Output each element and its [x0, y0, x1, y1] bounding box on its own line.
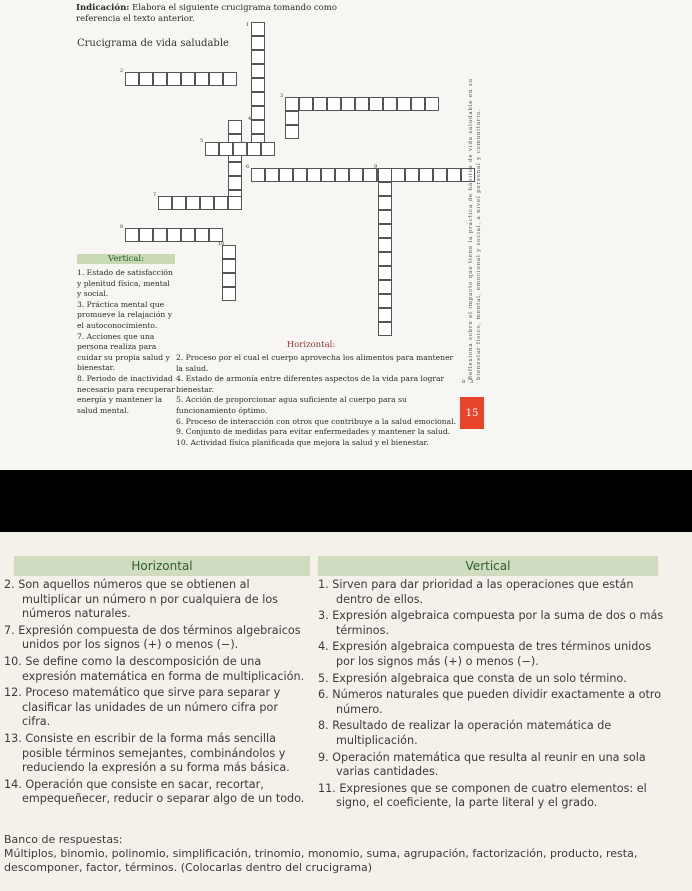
crossword-cell[interactable] — [251, 120, 265, 134]
crossword-cell[interactable] — [153, 228, 167, 242]
horizontal-heading-box — [176, 340, 446, 352]
crossword-clue-number: 3 — [280, 93, 284, 99]
bottom-horizontal-clue: 12. Proceso matemático que sirve para separar y clasificar las unidades de un número cifra por cifra. — [4, 686, 281, 729]
vertical-clues — [77, 268, 175, 416]
bottom-vertical-clues — [318, 578, 668, 813]
crossword-cell[interactable] — [363, 168, 377, 182]
horizontal-clue: 5. Acción de proporcionar agua suficiente al cuerpo para su funcionamiento óptimo. — [176, 395, 407, 415]
crossword-cell[interactable] — [158, 196, 172, 210]
crossword-clue-number: 7 — [153, 192, 157, 198]
crossword-cell[interactable] — [419, 168, 433, 182]
bottom-horizontal-clue: 14. Operación que consiste en sacar, recortar, empequeñecer, reducir o separar algo de un todo. — [4, 777, 305, 806]
crossword-cell[interactable] — [425, 97, 439, 111]
bottom-vertical-clue: 11. Expresiones que se componen de cuatro elementos: el signo, el coeficiente, la parte literal y el grado. — [318, 781, 647, 810]
crossword-cell[interactable] — [223, 72, 237, 86]
crossword-cell[interactable] — [251, 106, 265, 120]
bottom-horizontal-clue: 2. Son aquellos números que se obtienen al multiplicar un número n por cualquiera de los números naturales. — [4, 578, 278, 621]
crossword-clue-number: 5 — [200, 138, 204, 144]
crossword-cell[interactable] — [307, 168, 321, 182]
crossword-cell[interactable] — [181, 228, 195, 242]
bottom-horizontal-clue: 7. Expresión compuesta de dos términos algebraicos unidos por los signos (+) o menos (−). — [4, 623, 301, 652]
crossword-cell[interactable] — [261, 142, 275, 156]
answer-bank-label: Banco de respuestas: — [4, 833, 123, 846]
crossword-cell[interactable] — [214, 196, 228, 210]
horizontal-clue: 10. Actividad física planificada que mejora la salud y el bienestar. — [176, 437, 429, 447]
crossword-cell[interactable] — [378, 210, 392, 224]
bottom-vertical-heading: Vertical — [318, 556, 658, 576]
crossword-cell[interactable] — [222, 245, 236, 259]
horizontal-clue: 2. Proceso por el cual el cuerpo aprovecha los alimentos para mantener la salud. — [176, 353, 454, 373]
answer-bank-text: Múltiplos, binomio, polinomio, simplificación, trinomio, monomio, suma, agrupación, factorización, producto, resta, descomponer, factor, términos. (Colocarlas dentro del crucigrama) — [4, 847, 638, 874]
bottom-vertical-clue: 4. Expresión algebraica compuesta de tres términos unidos por los signos más (+) o menos (−). — [318, 640, 652, 668]
crossword-cell[interactable] — [411, 97, 425, 111]
crossword-cell[interactable] — [251, 92, 265, 106]
crossword-cell[interactable] — [153, 72, 167, 86]
crossword-cell[interactable] — [251, 64, 265, 78]
bottom-vertical-clue: 3. Expresión algebraica compuesta por la suma de dos o más términos. — [318, 609, 664, 637]
instruction: Indicación: Elabora el siguiente crucigrama tomando como referencia el texto anterior. — [76, 3, 337, 24]
crossword-cell[interactable] — [285, 97, 299, 111]
crossword-cell[interactable] — [378, 322, 392, 336]
bottom-horizontal-clue: 10. Se define como la descomposición de una expresión matemática en forma de multiplicación. — [4, 654, 305, 683]
crossword-cell[interactable] — [341, 97, 355, 111]
black-band — [0, 470, 692, 532]
crossword-cell[interactable] — [251, 50, 265, 64]
crossword-title: Crucigrama de vida saludable — [77, 38, 229, 49]
crossword-cell[interactable] — [321, 168, 335, 182]
vertical-clue: 7. Acciones que una persona realiza para cuidar su propia salud y bienestar. — [77, 331, 170, 373]
crossword-cell[interactable] — [222, 287, 236, 301]
lesson-label: 8 · 3 — [462, 379, 474, 385]
crossword-cell[interactable] — [195, 228, 209, 242]
crossword-cell[interactable] — [200, 196, 214, 210]
crossword-grid — [0, 0, 460, 340]
crossword-cell[interactable] — [405, 168, 419, 182]
crossword-cell[interactable] — [285, 111, 299, 125]
crossword-cell[interactable] — [335, 168, 349, 182]
vertical-heading-box — [77, 254, 175, 266]
crossword-cell[interactable] — [222, 259, 236, 273]
crossword-cell[interactable] — [433, 168, 447, 182]
page-number: 15 — [460, 397, 484, 429]
crossword-cell[interactable] — [355, 97, 369, 111]
vertical-clue: 1. Estado de satisfacción y plenitud física, mental y social. — [77, 268, 173, 299]
crossword-cell[interactable] — [172, 196, 186, 210]
crossword-cell[interactable] — [251, 168, 265, 182]
crossword-clue-number: 6 — [246, 164, 250, 170]
crossword-cell[interactable] — [313, 97, 327, 111]
crossword-cell[interactable] — [233, 142, 247, 156]
horizontal-clue: 4. Estado de armonía entre diferentes aspectos de la vida para lograr bienestar. — [176, 374, 445, 394]
crossword-cell[interactable] — [222, 273, 236, 287]
crossword-clue-number: 8 — [120, 224, 124, 230]
crossword-cell[interactable] — [378, 224, 392, 238]
crossword-cell[interactable] — [228, 196, 242, 210]
crossword-cell[interactable] — [378, 238, 392, 252]
crossword-cell[interactable] — [378, 280, 392, 294]
horizontal-clue: 9. Conjunto de medidas para evitar enfermedades y mantener la salud. — [176, 427, 451, 437]
crossword-cell[interactable] — [447, 168, 461, 182]
vertical-clue: 8. Periodo de inactividad necesario para recuperar energía y mantener la salud mental. — [77, 373, 175, 415]
crossword-cell[interactable] — [279, 168, 293, 182]
bottom-vertical-clue: 1. Sirven para dar prioridad a las operaciones que están dentro de ellos. — [318, 578, 634, 606]
crossword-cell[interactable] — [378, 252, 392, 266]
bottom-horizontal-clue: 13. Consiste en escribir de la forma más sencilla posible términos semejantes, combinándolos y reduciendo la expresión a su forma más básica. — [4, 731, 290, 775]
crossword-cell[interactable] — [251, 22, 265, 36]
crossword-cell[interactable] — [251, 36, 265, 50]
crossword-cell[interactable] — [181, 72, 195, 86]
crossword-cell[interactable] — [378, 266, 392, 280]
crossword-cell[interactable] — [327, 97, 341, 111]
bottom-horizontal-clues — [4, 578, 308, 809]
crossword-cell[interactable] — [293, 168, 307, 182]
crossword-clue-number: 10 — [218, 241, 225, 247]
bottom-vertical-clue: 9. Operación matemática que resulta al reunir en una sola varias cantidades. — [318, 750, 646, 779]
crossword-clue-number: 4 — [248, 116, 252, 122]
bottom-horizontal-heading: Horizontal — [14, 556, 310, 576]
crossword-clue-number: 9 — [374, 164, 378, 170]
crossword-cell[interactable] — [209, 72, 223, 86]
horizontal-clue: 6. Proceso de interacción con otros que contribuye a la salud emocional. — [176, 416, 457, 426]
crossword-cell[interactable] — [205, 142, 219, 156]
crossword-cell[interactable] — [378, 168, 392, 182]
crossword-cell[interactable] — [167, 72, 181, 86]
crossword-cell[interactable] — [251, 78, 265, 92]
crossword-cell[interactable] — [228, 120, 242, 134]
crossword-cell[interactable] — [299, 97, 313, 111]
crossword-cell[interactable] — [186, 196, 200, 210]
crossword-cell[interactable] — [125, 72, 139, 86]
crossword-cell[interactable] — [285, 125, 299, 139]
crossword-cell[interactable] — [219, 142, 233, 156]
crossword-cell[interactable] — [228, 176, 242, 190]
horizontal-clues — [176, 353, 456, 448]
crossword-cell[interactable] — [378, 308, 392, 322]
crossword-cell[interactable] — [397, 97, 411, 111]
crossword-cell[interactable] — [378, 196, 392, 210]
crossword-cell[interactable] — [378, 182, 392, 196]
crossword-cell[interactable] — [349, 168, 363, 182]
crossword-cell[interactable] — [167, 228, 181, 242]
crossword-cell[interactable] — [369, 97, 383, 111]
crossword-clue-number: 1 — [246, 22, 250, 28]
bottom-vertical-clue: 8. Resultado de realizar la operación matemática de multiplicación. — [318, 719, 612, 747]
crossword-cell[interactable] — [391, 168, 405, 182]
crossword-cell[interactable] — [209, 228, 223, 242]
crossword-cell[interactable] — [383, 97, 397, 111]
crossword-cell[interactable] — [195, 72, 209, 86]
crossword-cell[interactable] — [139, 228, 153, 242]
crossword-cell[interactable] — [378, 294, 392, 308]
crossword-cell[interactable] — [228, 162, 242, 176]
side-reflection-text: Reflexiona sobre el impacto que tiene la práctica de hábitos de vida saludable en su bienestar físico, mental, emocional y social, a nivel personal y comunitario. — [468, 78, 482, 380]
crossword-cell[interactable] — [247, 142, 261, 156]
crossword-cell[interactable] — [125, 228, 139, 242]
bottom-vertical-clue: 5. Expresión algebraica que consta de un solo término. — [318, 671, 627, 685]
vertical-clue: 3. Práctica mental que promueve la relajación y el autoconocimiento. — [77, 299, 173, 330]
bottom-vertical-clue: 6. Números naturales que pueden dividir exactamente a otro número. — [318, 688, 662, 716]
crossword-cell[interactable] — [139, 72, 153, 86]
horizontal-heading: Horizontal: — [286, 340, 336, 350]
crossword-cell[interactable] — [265, 168, 279, 182]
answer-bank — [4, 833, 679, 875]
vertical-heading: Vertical: — [77, 254, 175, 264]
crossword-clue-number: 2 — [120, 68, 124, 74]
